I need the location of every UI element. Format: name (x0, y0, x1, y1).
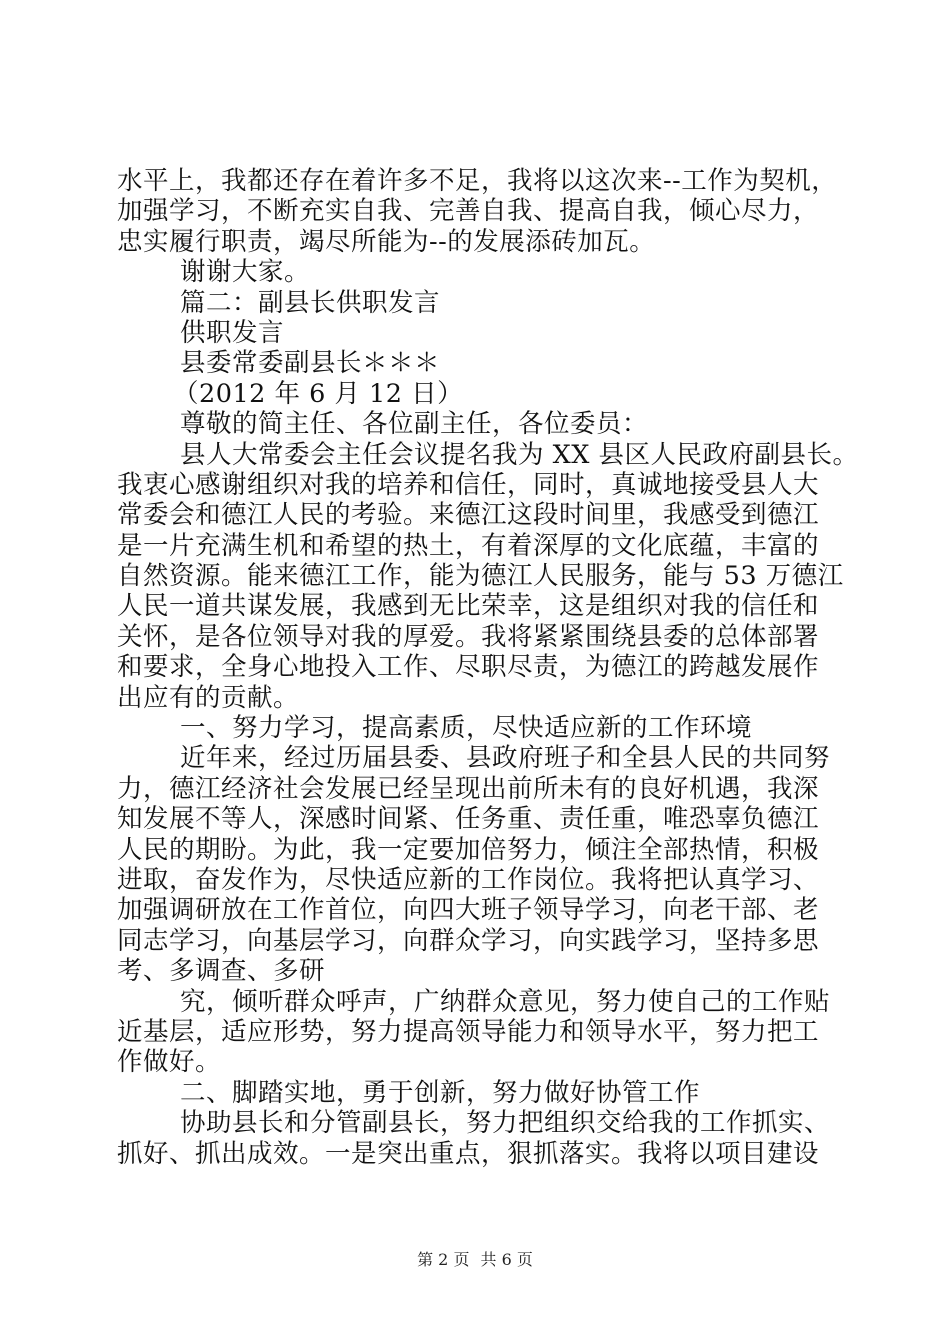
text-line: 尊敬的简主任、各位副主任，各位委员： (180, 409, 649, 440)
text-line: 供职发言 (180, 317, 285, 348)
text-line: 篇二：副县长供职发言 (180, 287, 441, 318)
text-line: 知发展不等人，深感时间紧、任务重、责任重，唯恐辜负德江 (117, 804, 820, 835)
text-line: 作做好。 (117, 1047, 222, 1078)
text-line: 和要求，全身心地投入工作、尽职尽责，为德江的跨越发展作 (117, 652, 820, 683)
text-line: 二、脚踏实地，勇于创新，努力做好协管工作 (180, 1077, 701, 1108)
text-line: 常委会和德江人民的考验。来德江这段时间里，我感受到德江 (117, 500, 820, 531)
text-line: 究，倾听群众呼声，广纳群众意见，努力使自己的工作贴 (180, 986, 831, 1017)
page-total: 共 6 页 (480, 1250, 533, 1269)
text-line: 力，德江经济社会发展已经呈现出前所未有的良好机遇，我深 (117, 773, 820, 804)
text-line: 考、多调查、多研 (117, 956, 326, 987)
text-line: 近年来，经过历届县委、县政府班子和全县人民的共同努 (180, 743, 831, 774)
text-line: 县人大常委会主任会议提名我为 XX 县区人民政府副县长。 (180, 439, 859, 470)
text-line: 加强学习，不断充实自我、完善自我、提高自我，倾心尽力， (117, 196, 820, 227)
document-body (117, 166, 859, 1169)
text-line: 忠实履行职责，竭尽所能为--的发展添砖加瓦。 (117, 226, 656, 257)
text-line: 近基层，适应形势，努力提高领导能力和领导水平，努力把工 (117, 1016, 820, 1047)
text-line: （2012 年 6 月 12 日） (173, 378, 464, 409)
text-line: 抓好、抓出成效。一是突出重点，狠抓落实。我将以项目建设 (117, 1138, 820, 1169)
text-line: 是一片充满生机和希望的热土，有着深厚的文化底蕴，丰富的 (117, 530, 820, 561)
text-line: 出应有的贡献。 (117, 682, 300, 713)
text-line: 协助县长和分管副县长，努力把组织交给我的工作抓实、 (180, 1108, 831, 1139)
text-line: 同志学习，向基层学习，向群众学习，向实践学习，坚持多思 (117, 925, 820, 956)
text-line: 自然资源。能来德江工作，能为德江人民服务，能与 53 万德江 (117, 561, 844, 592)
text-line: 谢谢大家。 (180, 257, 311, 288)
text-line: 县委常委副县长＊＊＊ (180, 348, 441, 379)
text-line: 我衷心感谢组织对我的培养和信任，同时，真诚地接受县人大 (117, 469, 820, 500)
text-line: 人民一道共谋发展，我感到无比荣幸，这是组织对我的信任和 (117, 591, 820, 622)
text-line: 人民的期盼。为此，我一定要加倍努力，倾注全部热情，积极 (117, 834, 820, 865)
page-number: 第 2 页 (417, 1250, 470, 1269)
page-footer (0, 1250, 950, 1270)
text-line: 进取，奋发作为，尽快适应新的工作岗位。我将把认真学习、 (117, 864, 820, 895)
text-line: 水平上，我都还存在着许多不足，我将以这次来--工作为契机， (117, 166, 838, 196)
text-line: 一、努力学习，提高素质，尽快适应新的工作环境 (180, 713, 753, 744)
text-line: 加强调研放在工作首位，向四大班子领导学习，向老干部、老 (117, 895, 820, 926)
text-line: 关怀，是各位领导对我的厚爱。我将紧紧围绕县委的总体部署 (117, 621, 820, 652)
